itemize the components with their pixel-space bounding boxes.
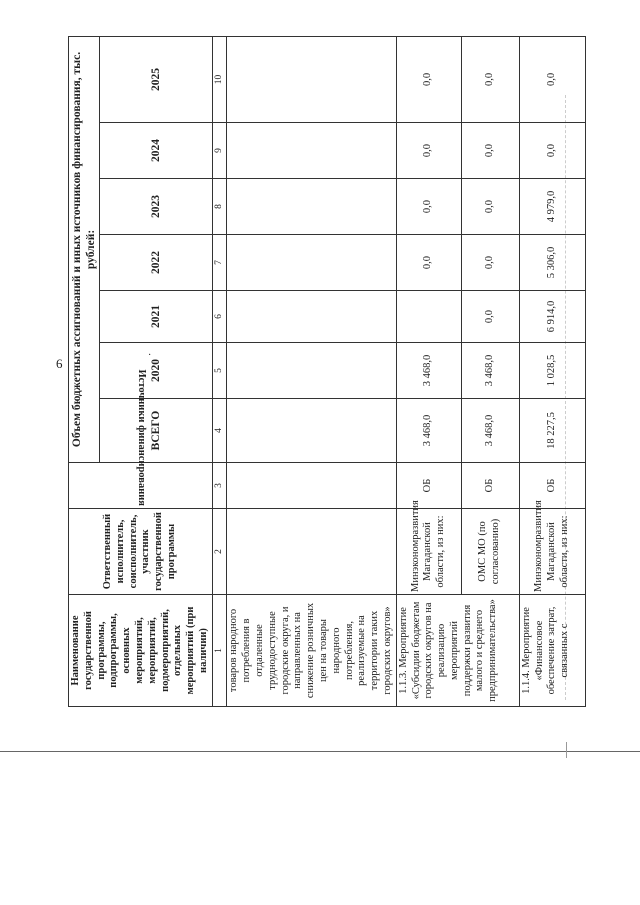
header-year: 2023	[100, 179, 213, 235]
row-value: 5 306,0	[519, 235, 585, 291]
col-number: 3	[212, 463, 227, 509]
col-number: 1	[212, 595, 227, 707]
col-number: 9	[212, 123, 227, 179]
row-executor: Минэкономразвития Магаданской области, из них:	[396, 509, 461, 595]
table-row	[396, 36, 461, 706]
row-value: 3 468,0	[396, 343, 461, 399]
header-source-text: Источники финансирования	[135, 369, 147, 506]
row-value: 0,0	[396, 123, 461, 179]
header-executor: Ответственный исполнитель, соисполнитель, участник государственной программы	[69, 509, 213, 595]
row-value	[227, 179, 396, 235]
col-number: 4	[212, 399, 227, 463]
row-name: 1.1.3. Мероприятие «Субсидии бюджетам городских округов на реализацию мероприятий поддержки развития малого и среднего предпринимательства»	[396, 595, 519, 707]
header-name: Наименование государственной программы, подпрограммы, основных мероприятий, мероприятий, подмероприятий, отдельных мероприятий (при наличии)	[69, 595, 213, 707]
row-value	[227, 235, 396, 291]
col-number: 10	[212, 36, 227, 122]
header-year: 2024	[100, 123, 213, 179]
row-total: 3 468,0	[461, 399, 519, 463]
column-number-row	[212, 36, 227, 706]
row-value: 4 979,0	[519, 179, 585, 235]
row-value	[396, 291, 461, 343]
header-funding-title: Объем бюджетных ассигнований и иных источников финансирования, тыс. рублей:	[69, 36, 100, 462]
row-value: 0,0	[461, 123, 519, 179]
row-value: 0,0	[519, 36, 585, 122]
col-number: 5	[212, 343, 227, 399]
row-value	[227, 123, 396, 179]
rotated-table-wrapper	[68, 37, 620, 707]
row-value: 0,0	[461, 235, 519, 291]
row-source: ОБ	[519, 463, 585, 509]
row-value: 0,0	[461, 291, 519, 343]
funding-table	[68, 36, 586, 707]
row-source: ОБ	[461, 463, 519, 509]
header-year: 2025	[100, 36, 213, 122]
row-value	[227, 343, 396, 399]
col-number: 2	[212, 509, 227, 595]
row-value: 1 028,5	[519, 343, 585, 399]
header-total: ВСЕГО	[100, 399, 213, 463]
row-executor	[227, 509, 396, 595]
row-source: ОБ	[396, 463, 461, 509]
header-year: 2021	[100, 291, 213, 343]
header-year: 2022	[100, 235, 213, 291]
row-executor: Минэкономразвития Магаданской области, из них:	[519, 509, 585, 595]
row-total: 18 227,5	[519, 399, 585, 463]
row-value: 6 914,0	[519, 291, 585, 343]
row-name: 1.1.4. Мероприятие «Финансовое обеспечение затрат, связанных с	[519, 595, 585, 707]
row-total	[227, 399, 396, 463]
row-value: 0,0	[396, 235, 461, 291]
row-value: 0,0	[396, 179, 461, 235]
row-value: 3 468,0	[461, 343, 519, 399]
row-total: 3 468,0	[396, 399, 461, 463]
row-value	[227, 291, 396, 343]
row-value: 0,0	[519, 123, 585, 179]
row-value: 0,0	[461, 179, 519, 235]
row-name: товаров народного потребления в отдаленные труднодоступные городские округа, и направленных на снижение розничных цен на товары народного потребления, реализуемые на территории таких городских округов»	[227, 595, 396, 707]
page-divider-line	[0, 751, 640, 752]
row-executor: ОМС МО (по согласованию)	[461, 509, 519, 595]
row-value: 0,0	[396, 36, 461, 122]
page-number: 6	[56, 356, 63, 371]
table-row	[519, 36, 585, 706]
col-number: 7	[212, 235, 227, 291]
row-value	[227, 36, 396, 122]
row-value: 0,0	[461, 36, 519, 122]
table-row	[227, 36, 396, 706]
page-edge-mark	[566, 742, 567, 758]
scan-speck: ·	[148, 350, 152, 361]
col-number: 6	[212, 291, 227, 343]
col-number: 8	[212, 179, 227, 235]
header-year: 2020	[100, 343, 213, 399]
row-source	[227, 463, 396, 509]
